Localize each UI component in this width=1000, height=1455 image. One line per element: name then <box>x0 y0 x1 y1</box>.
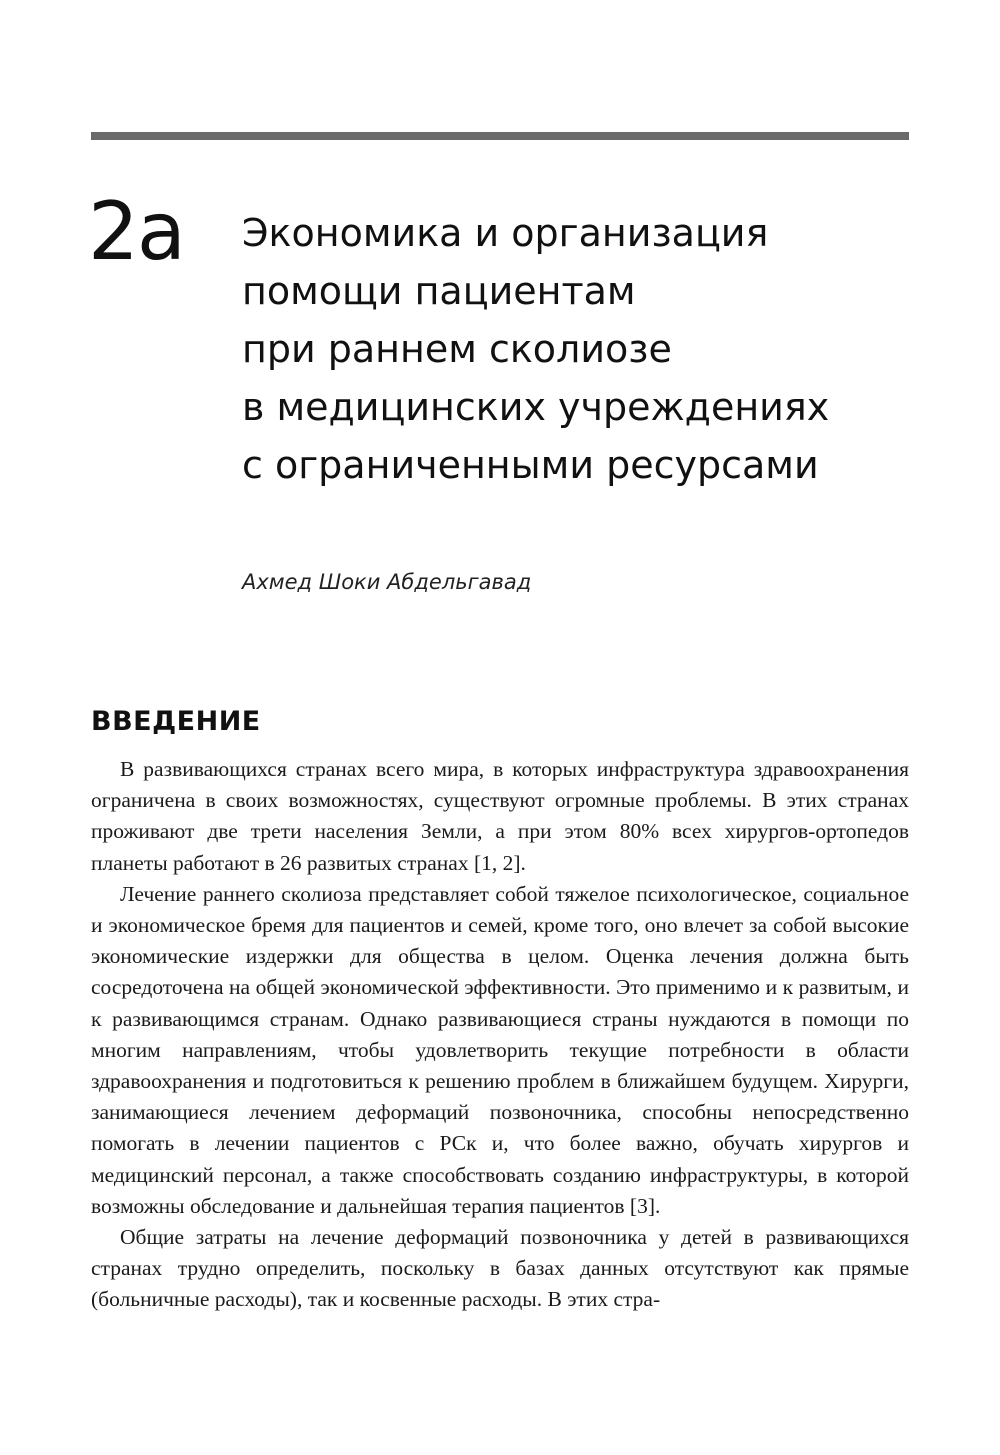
chapter-title-line: помощи пациентам <box>242 269 636 313</box>
body-text <box>91 754 909 1316</box>
chapter-title-line: в медицинских учреждениях <box>242 385 830 429</box>
chapter-title-line: Экономика и организация <box>242 211 769 255</box>
chapter-number: 2а <box>88 185 184 278</box>
paragraph: Лечение раннего сколиоза представляет собой тяжелое психологическое, социальное и экономическое бремя для пациентов и семей, кроме того, оно влечет за собой высокие экономические издержки для общества в целом. Оценка лечения должна быть сосредоточена на общей экономической эффективности. Это применимо и к развитым, и к развивающимся странам. Однако развивающиеся страны нуждаются в помощи по многим направлениям, чтобы удовлетворить текущие потребности в области здравоохранения и подготовиться к решению проблем в ближайшем будущем. Хирурги, занимающиеся лечением деформаций позвоночника, способны непосредственно помогать в лечении пациентов с РСк и, что более важно, обучать хирургов и медицинский персонал, а также способствовать созданию инфраструктуры, в которой возможны обследование и дальнейшая терапия пациентов [3]. <box>91 881 909 1218</box>
author-name: Ахмед Шоки Абдельгавад <box>242 570 532 594</box>
paragraph: В развивающихся странах всего мира, в которых инфраструктура здравоохранения ограничена в своих возможностях, существуют огромные проблемы. В этих странах проживают две трети населения Земли, а при этом 80% всех хирургов-ортопедов планеты работают в 26 развитых странах [1, 2]. <box>91 757 909 875</box>
chapter-title <box>242 204 922 494</box>
top-rule <box>91 132 909 140</box>
paragraph: Общие затраты на лечение деформаций позвоночника у детей в развивающихся странах трудно определить, поскольку в базах данных отсутствуют как прямые (больничные расходы), так и косвенные расходы. В этих стра- <box>91 1225 909 1312</box>
chapter-title-line: с ограниченными ресурсами <box>242 443 819 487</box>
chapter-title-line: при раннем сколиозе <box>242 327 672 371</box>
section-heading: ВВЕДЕНИЕ <box>91 706 261 737</box>
